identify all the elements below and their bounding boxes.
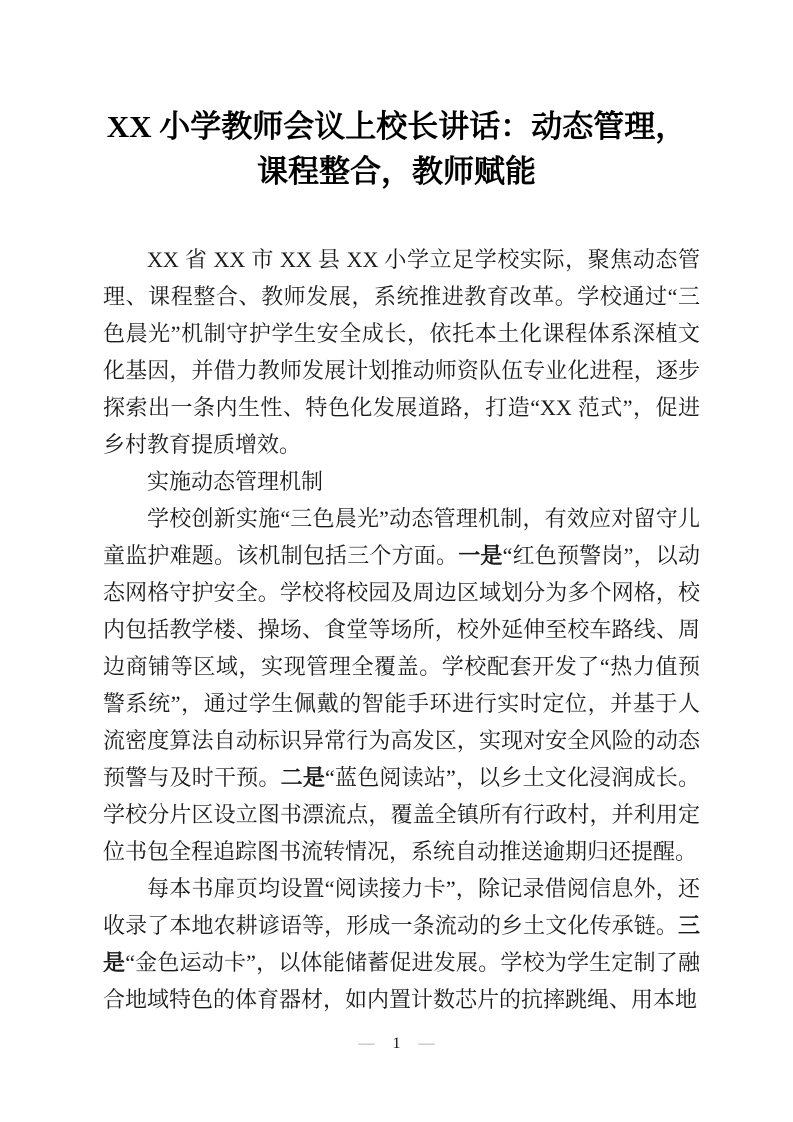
document-title — [95, 104, 698, 194]
emphasis-run: 一是 — [458, 543, 503, 568]
text-run: “蓝色阅读站”，以乡土文化浸润成长。学校分片区设立图书漂流点，覆盖全镇所有行政村，并利用定位书包全程追踪图书流转情况，系统自动推送逾期归还提醒。 — [103, 765, 700, 864]
document-title-line1: XX 小学教师会议上校长讲话：动态管理， — [106, 109, 687, 144]
text-run: “金色运动卡”，以体能储蓄促进发展。学校为学生定制了融合地域特色的体育器材，如内置计数芯片的抗摔跳绳、用本地 — [103, 950, 700, 1012]
document-body — [103, 241, 700, 1018]
text-run: XX 省 XX 市 XX 县 XX 小学立足学校实际，聚焦动态管理、课程整合、教师发展，系统推进教育改革。学校通过“三色晨光”机制守护学生安全成长，依托本土化课程体系深植文化基因，并借力教师发展计划推动师资队伍专业化进程，逐步探索出一条内生性、特色化发展道路，打造“XX 范式”，促进乡村教育提质增效。 — [103, 247, 700, 457]
text-run: 学校创新实施“三色晨光”动态管理机制，有效应对留守儿童监护难题。该机制包括三个方面。 — [103, 506, 700, 568]
paragraph — [103, 241, 700, 463]
paragraph — [103, 463, 700, 500]
page-footer — [0, 1032, 793, 1056]
page-number: 1 — [392, 1035, 401, 1052]
text-run: 每本书扉页均设置“阅读接力卡”，除记录借阅信息外，还收录了本地农耕谚语等，形成一条流动的乡土文化传承链。 — [103, 876, 700, 938]
footer-dash-right: — — [418, 1035, 435, 1052]
footer-dash-left: — — [358, 1035, 375, 1052]
text-run: “红色预警岗”，以动态网格守护安全。学校将校园及周边区域划分为多个网格，校内包括教学楼、操场、食堂等场所，校外延伸至校车路线、周边商铺等区域，实现管理全覆盖。学校配套开发了“热力值预警系统”，通过学生佩戴的智能手环进行实时定位，并基于人流密度算法自动标识异常行为高发区，实现对安全风险的动态预警与及时干预。 — [103, 543, 700, 790]
text-run: 实施动态管理机制 — [147, 469, 324, 494]
document-title-line2: 课程整合，教师赋能 — [257, 154, 536, 189]
emphasis-run: 三是 — [103, 913, 700, 975]
emphasis-run: 二是 — [280, 765, 326, 790]
paragraph — [103, 500, 700, 870]
paragraph — [103, 870, 700, 1018]
